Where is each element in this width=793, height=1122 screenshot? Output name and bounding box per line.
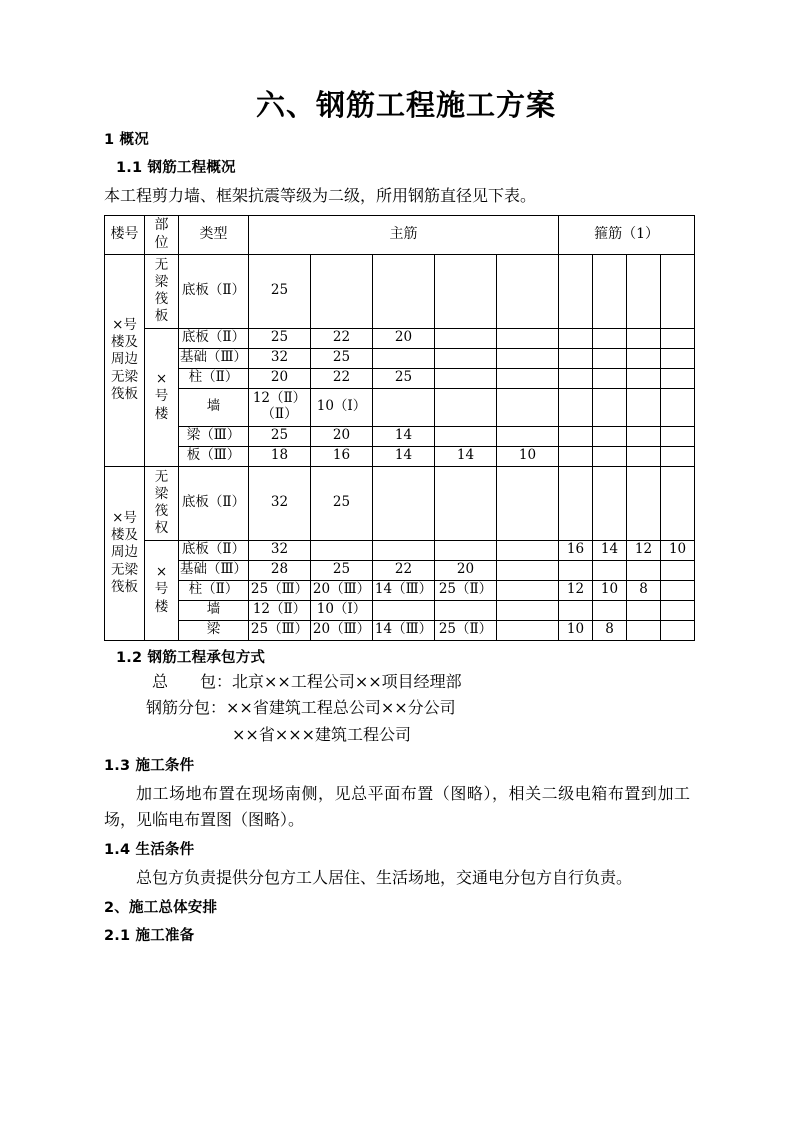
main-rebar-cell bbox=[373, 254, 435, 328]
stirrup-cell bbox=[661, 368, 695, 388]
stirrup-cell bbox=[593, 388, 627, 426]
stirrup-cell bbox=[559, 348, 593, 368]
stirrup-cell bbox=[559, 600, 593, 620]
member-type-cell: 基础（Ⅲ） bbox=[179, 348, 249, 368]
stirrup-cell: 14 bbox=[593, 540, 627, 560]
main-rebar-cell: 25 bbox=[311, 466, 373, 540]
main-rebar-cell: 25 bbox=[249, 254, 311, 328]
table-row bbox=[105, 540, 695, 560]
page-title: 六、钢筋工程施工方案 bbox=[255, 88, 556, 122]
main-rebar-cell: 12（Ⅱ） bbox=[249, 600, 311, 620]
stirrup-cell: 12 bbox=[559, 580, 593, 600]
member-type-cell: 梁 bbox=[179, 620, 249, 640]
stirrup-cell bbox=[627, 368, 661, 388]
member-type-cell: 墙 bbox=[179, 388, 249, 426]
stirrup-cell bbox=[661, 254, 695, 328]
part-label-vertical: 无 梁 筏 权 bbox=[154, 468, 169, 537]
main-rebar-cell: 32 bbox=[249, 540, 311, 560]
heading-1: 1 概况 bbox=[104, 131, 149, 148]
main-rebar-cell: 20 bbox=[435, 560, 497, 580]
stirrup-cell bbox=[559, 368, 593, 388]
main-rebar-cell: 10（Ⅰ） bbox=[311, 600, 373, 620]
main-rebar-cell: 18 bbox=[249, 446, 311, 466]
stirrup-cell: 16 bbox=[559, 540, 593, 560]
main-rebar-cell bbox=[497, 388, 559, 426]
main-rebar-cell bbox=[435, 540, 497, 560]
main-rebar-cell: 20 bbox=[311, 426, 373, 446]
main-rebar-cell bbox=[435, 328, 497, 348]
main-rebar-cell bbox=[435, 388, 497, 426]
stirrup-cell bbox=[661, 388, 695, 426]
col-header-part bbox=[145, 215, 179, 254]
main-rebar-cell: 22 bbox=[311, 368, 373, 388]
stirrup-cell bbox=[593, 600, 627, 620]
main-rebar-cell bbox=[373, 600, 435, 620]
stirrup-cell bbox=[661, 348, 695, 368]
stirrup-cell bbox=[593, 446, 627, 466]
stirrup-cell bbox=[627, 328, 661, 348]
main-rebar-cell bbox=[497, 466, 559, 540]
stirrup-cell bbox=[627, 560, 661, 580]
main-rebar-cell: 12（Ⅱ） （Ⅱ） bbox=[249, 388, 311, 426]
main-rebar-cell bbox=[435, 600, 497, 620]
col-header-stirrup: 箍筋（1） bbox=[559, 215, 695, 254]
table-row bbox=[105, 426, 695, 446]
main-rebar-cell: 25（Ⅲ） bbox=[249, 580, 311, 600]
stirrup-cell bbox=[593, 328, 627, 348]
main-rebar-cell: 32 bbox=[249, 466, 311, 540]
main-rebar-cell bbox=[497, 426, 559, 446]
main-rebar-cell bbox=[435, 466, 497, 540]
main-rebar-cell bbox=[373, 540, 435, 560]
stirrup-cell bbox=[661, 466, 695, 540]
stirrup-cell bbox=[559, 388, 593, 426]
main-rebar-cell: 25（Ⅲ） bbox=[249, 620, 311, 640]
main-rebar-cell: 32 bbox=[249, 348, 311, 368]
main-rebar-cell bbox=[497, 600, 559, 620]
main-rebar-cell bbox=[497, 560, 559, 580]
main-rebar-cell: 25 bbox=[311, 348, 373, 368]
member-type-cell: 底板（Ⅱ） bbox=[179, 466, 249, 540]
stirrup-cell bbox=[627, 600, 661, 620]
col-header-part-vertical: 部 位 bbox=[154, 216, 169, 251]
paragraph-1-3: 加工场地布置在现场南侧，见总平面布置（图略），相关二级电箱布置到加工场，见临电布置图（图略）。 bbox=[104, 784, 690, 830]
main-rebar-cell bbox=[497, 620, 559, 640]
table-row bbox=[105, 620, 695, 640]
part-label-vertical: × 号 楼 bbox=[154, 371, 169, 422]
part-label-vertical: 无 梁 筏 板 bbox=[154, 256, 169, 325]
building-label-cell bbox=[105, 254, 145, 466]
stirrup-cell bbox=[593, 560, 627, 580]
part-label-cell bbox=[145, 540, 179, 640]
stirrup-cell bbox=[559, 560, 593, 580]
part-label-cell bbox=[145, 254, 179, 328]
main-rebar-cell: 16 bbox=[311, 446, 373, 466]
rebar-spec-table bbox=[104, 215, 695, 641]
stirrup-cell: 10 bbox=[559, 620, 593, 640]
main-rebar-cell: 20（Ⅲ） bbox=[311, 620, 373, 640]
table-header bbox=[105, 215, 695, 254]
main-rebar-cell: 14 bbox=[373, 426, 435, 446]
stirrup-cell bbox=[627, 388, 661, 426]
col-header-main-rebar: 主筋 bbox=[249, 215, 559, 254]
stirrup-cell bbox=[661, 328, 695, 348]
stirrup-cell bbox=[627, 348, 661, 368]
main-rebar-cell bbox=[435, 348, 497, 368]
main-rebar-cell: 14（Ⅲ） bbox=[373, 580, 435, 600]
main-rebar-cell bbox=[497, 368, 559, 388]
table-row bbox=[105, 328, 695, 348]
stirrup-cell bbox=[661, 446, 695, 466]
main-rebar-cell bbox=[435, 368, 497, 388]
member-type-cell: 基础（Ⅲ） bbox=[179, 560, 249, 580]
member-type-cell: 墙 bbox=[179, 600, 249, 620]
heading-2-1: 2.1 施工准备 bbox=[104, 927, 195, 944]
table-body bbox=[105, 254, 695, 640]
table-row bbox=[105, 466, 695, 540]
main-rebar-cell: 14 bbox=[373, 446, 435, 466]
heading-1-3: 1.3 施工条件 bbox=[104, 758, 195, 775]
stirrup-cell bbox=[661, 560, 695, 580]
heading-1-4: 1.4 生活条件 bbox=[104, 842, 195, 859]
main-rebar-cell bbox=[373, 348, 435, 368]
contract-general: 总 包：北京××工程公司××项目经理部 bbox=[152, 671, 462, 691]
main-rebar-cell: 25（Ⅱ） bbox=[435, 620, 497, 640]
stirrup-cell bbox=[559, 328, 593, 348]
table-row bbox=[105, 368, 695, 388]
contract-rebar-sub: 钢筋分包：××省建筑工程总公司××分公司 bbox=[146, 698, 456, 718]
col-header-building: 楼号 bbox=[105, 215, 145, 254]
main-rebar-cell bbox=[497, 328, 559, 348]
paragraph-1-1: 本工程剪力墙、框架抗震等级为二级，所用钢筋直径见下表。 bbox=[104, 185, 537, 205]
col-header-type: 类型 bbox=[179, 215, 249, 254]
table-row bbox=[105, 560, 695, 580]
part-label-vertical: × 号 楼 bbox=[154, 564, 169, 615]
stirrup-cell bbox=[559, 446, 593, 466]
stirrup-cell bbox=[627, 446, 661, 466]
member-type-cell: 板（Ⅲ） bbox=[179, 446, 249, 466]
stirrup-cell bbox=[593, 466, 627, 540]
table-row bbox=[105, 388, 695, 426]
stirrup-cell bbox=[593, 254, 627, 328]
building-label-vertical: ×号 楼及 周边 无梁 筏板 bbox=[111, 509, 138, 595]
stirrup-cell bbox=[559, 254, 593, 328]
main-rebar-cell bbox=[497, 254, 559, 328]
stirrup-cell bbox=[593, 368, 627, 388]
stirrup-cell: 10 bbox=[593, 580, 627, 600]
main-rebar-cell: 20（Ⅲ） bbox=[311, 580, 373, 600]
main-rebar-cell: 14（Ⅲ） bbox=[373, 620, 435, 640]
stirrup-cell bbox=[661, 620, 695, 640]
main-rebar-cell: 22 bbox=[373, 560, 435, 580]
stirrup-cell bbox=[627, 254, 661, 328]
heading-1-1: 1.1 钢筋工程概况 bbox=[116, 159, 236, 176]
main-rebar-cell: 25 bbox=[249, 328, 311, 348]
stirrup-cell bbox=[661, 426, 695, 446]
main-rebar-cell: 28 bbox=[249, 560, 311, 580]
heading-2: 2、施工总体安排 bbox=[104, 899, 218, 916]
part-label-cell bbox=[145, 466, 179, 540]
document-content bbox=[104, 0, 690, 947]
stirrup-cell: 8 bbox=[627, 580, 661, 600]
main-rebar-cell: 10（Ⅰ） bbox=[311, 388, 373, 426]
main-rebar-cell bbox=[311, 254, 373, 328]
table-row bbox=[105, 254, 695, 328]
main-rebar-cell: 20 bbox=[249, 368, 311, 388]
main-rebar-cell bbox=[435, 426, 497, 446]
stirrup-cell bbox=[627, 426, 661, 446]
part-label-cell bbox=[145, 328, 179, 466]
stirrup-cell bbox=[627, 466, 661, 540]
main-rebar-cell: 25 bbox=[311, 560, 373, 580]
stirrup-cell bbox=[559, 426, 593, 446]
main-rebar-cell bbox=[311, 540, 373, 560]
member-type-cell: 底板（Ⅱ） bbox=[179, 254, 249, 328]
main-rebar-cell: 25 bbox=[249, 426, 311, 446]
stirrup-cell bbox=[559, 466, 593, 540]
stirrup-cell bbox=[627, 620, 661, 640]
member-type-cell: 梁（Ⅲ） bbox=[179, 426, 249, 446]
stirrup-cell bbox=[593, 348, 627, 368]
stirrup-cell: 12 bbox=[627, 540, 661, 560]
table-header-row bbox=[105, 215, 695, 254]
stirrup-cell: 8 bbox=[593, 620, 627, 640]
table-row bbox=[105, 600, 695, 620]
main-rebar-cell: 10 bbox=[497, 446, 559, 466]
main-rebar-cell bbox=[435, 254, 497, 328]
member-type-cell: 底板（Ⅱ） bbox=[179, 540, 249, 560]
building-label-vertical: ×号 楼及 周边 无梁 筏板 bbox=[111, 316, 138, 402]
heading-1-2: 1.2 钢筋工程承包方式 bbox=[116, 649, 266, 666]
main-rebar-cell bbox=[373, 466, 435, 540]
stirrup-cell bbox=[661, 600, 695, 620]
stirrup-cell bbox=[661, 580, 695, 600]
table-row bbox=[105, 348, 695, 368]
stirrup-cell bbox=[593, 426, 627, 446]
member-type-cell: 柱（Ⅱ） bbox=[179, 580, 249, 600]
main-rebar-cell bbox=[373, 388, 435, 426]
main-rebar-cell: 22 bbox=[311, 328, 373, 348]
table-row bbox=[105, 446, 695, 466]
main-rebar-cell bbox=[497, 540, 559, 560]
main-rebar-cell: 25 bbox=[373, 368, 435, 388]
contract-rebar-sub-2: ××省×××建筑工程公司 bbox=[232, 725, 412, 745]
main-rebar-cell bbox=[497, 348, 559, 368]
member-type-cell: 柱（Ⅱ） bbox=[179, 368, 249, 388]
paragraph-1-4: 总包方负责提供分包方工人居住、生活场地，交通电分包方自行负责。 bbox=[136, 868, 633, 888]
main-rebar-cell: 25（Ⅱ） bbox=[435, 580, 497, 600]
member-type-cell: 底板（Ⅱ） bbox=[179, 328, 249, 348]
main-rebar-cell: 20 bbox=[373, 328, 435, 348]
stirrup-cell: 10 bbox=[661, 540, 695, 560]
main-rebar-cell: 14 bbox=[435, 446, 497, 466]
building-label-cell bbox=[105, 466, 145, 640]
table-row bbox=[105, 580, 695, 600]
main-rebar-cell bbox=[497, 580, 559, 600]
